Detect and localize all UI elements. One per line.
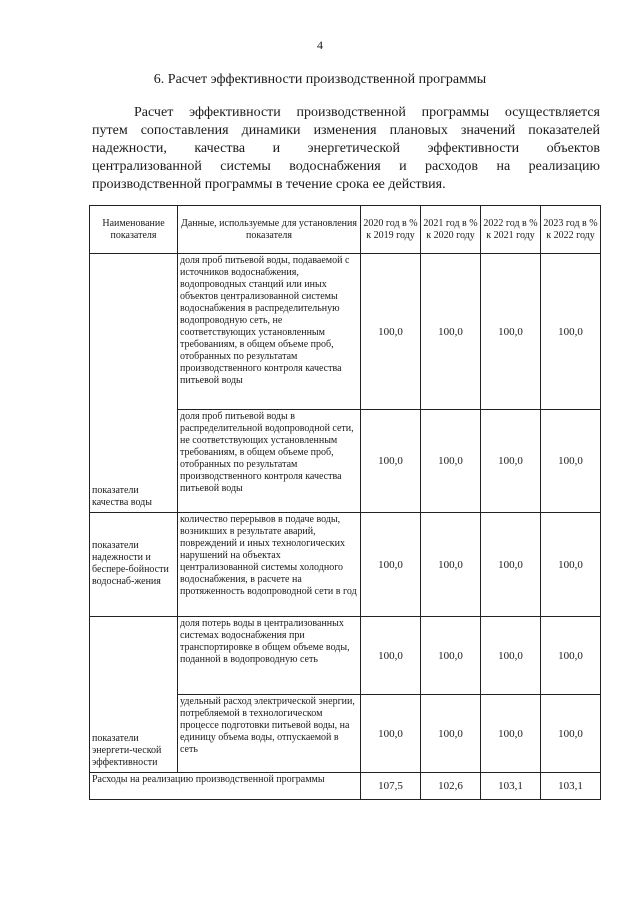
section-title: 6. Расчет эффективности производственной программы: [153, 72, 487, 87]
value-cell: 100,0: [481, 695, 541, 773]
total-value: 103,1: [481, 773, 541, 800]
value-cell: 100,0: [361, 410, 421, 513]
value-cell: 100,0: [481, 513, 541, 617]
intro-line: производственной программы в течение срока ее действия.: [92, 177, 446, 192]
value-cell: 100,0: [481, 410, 541, 513]
value-cell: 100,0: [361, 695, 421, 773]
header-year-2021: 2021 год в % к 2020 году: [421, 206, 481, 254]
table-row: [90, 254, 601, 410]
value-cell: 100,0: [421, 513, 481, 617]
table-row: [90, 617, 601, 695]
row-description: доля проб питьевой воды, подаваемой с источников водоснабжения, водопроводных станций или иных объектов централизованной системы водоснабжения в распределительную водопроводную сеть, не соответствующих установленным требованиям, в общем объеме проб, отобранных по результатам производственного контроля качества питьевой воды: [178, 254, 361, 410]
total-value: 107,5: [361, 773, 421, 800]
value-cell: 100,0: [541, 513, 601, 617]
row-description: удельный расход электрической энергии, потребляемой в технологическом процессе подготовки питьевой воды, на единицу объема воды, отпускаемой в сеть: [178, 695, 361, 773]
intro-line: централизованной системы водоснабжения и расходов на реализацию: [92, 159, 600, 174]
total-label: Расходы на реализацию производственной программы: [90, 773, 361, 800]
row-description: доля потерь воды в централизованных системах водоснабжения при транспортировке в общем объеме воды, поданной в водопроводную сеть: [178, 617, 361, 695]
value-cell: 100,0: [361, 254, 421, 410]
value-cell: 100,0: [421, 617, 481, 695]
table-total-row: [90, 773, 601, 800]
intro-line: путем сопоставления динамики изменения плановых значений показателей: [92, 123, 600, 138]
category-energy-efficiency: показатели энергети-ческой эффективности: [90, 617, 178, 773]
value-cell: 100,0: [421, 695, 481, 773]
total-value: 102,6: [421, 773, 481, 800]
value-cell: 100,0: [421, 254, 481, 410]
category-water-quality: показатели качества воды: [90, 254, 178, 513]
header-data-used: Данные, используемые для установления показателя: [178, 206, 361, 254]
header-year-2022: 2022 год в % к 2021 году: [481, 206, 541, 254]
header-year-2020: 2020 год в % к 2019 году: [361, 206, 421, 254]
page-number: 4: [317, 38, 323, 52]
row-description: доля проб питьевой воды в распределительной водопроводной сети, не соответствующих установленным требованиям, в общем объеме проб, отобранных по результатам производственного контроля качества питьевой воды: [178, 410, 361, 513]
value-cell: 100,0: [481, 254, 541, 410]
value-cell: 100,0: [541, 410, 601, 513]
table-row: [90, 513, 601, 617]
intro-line: Расчет эффективности производственной программы осуществляется: [134, 105, 600, 120]
value-cell: 100,0: [541, 617, 601, 695]
value-cell: 100,0: [541, 254, 601, 410]
row-description: количество перерывов в подаче воды, возникших в результате аварий, повреждений и иных технологических нарушений на объектах централизованной системы холодного водоснабжения, в расчете на протяженность водопроводной сети в год: [178, 513, 361, 617]
value-cell: 100,0: [361, 513, 421, 617]
header-year-2023: 2023 год в % к 2022 году: [541, 206, 601, 254]
table-header-row: [90, 206, 601, 254]
value-cell: 100,0: [481, 617, 541, 695]
header-indicator-name: Наименование показателя: [90, 206, 178, 254]
intro-paragraph: [92, 104, 600, 194]
value-cell: 100,0: [421, 410, 481, 513]
intro-line: надежности, качества и энергетической эффективности объектов: [92, 141, 600, 156]
indicators-table: [89, 205, 601, 800]
value-cell: 100,0: [541, 695, 601, 773]
value-cell: 100,0: [361, 617, 421, 695]
category-reliability: показатели надежности и беспере-бойности водоснаб-жения: [90, 513, 178, 617]
total-value: 103,1: [541, 773, 601, 800]
